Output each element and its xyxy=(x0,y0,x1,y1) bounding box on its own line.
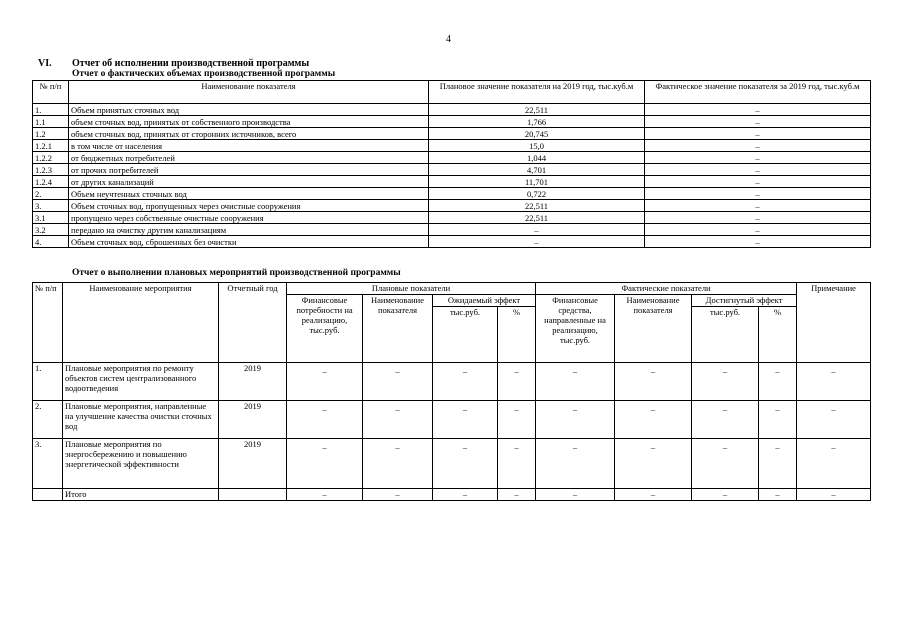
header-fact: Фактическое значение показателя за 2019 год, тыс.куб.м xyxy=(645,81,871,104)
row-fact-indicator: – xyxy=(615,401,692,439)
row-measure-name: Плановые мероприятия по ремонту объектов систем централизованного водоотведения xyxy=(63,363,219,401)
row-plan-value: 1,044 xyxy=(429,152,645,164)
row-fact-effect-pct: – xyxy=(759,439,797,489)
table2-title: Отчет о выполнении плановых мероприятий производственной программы xyxy=(72,268,401,278)
row-name: пропущено через собственные очистные сооружения xyxy=(69,212,429,224)
row-year: 2019 xyxy=(219,363,287,401)
table-row xyxy=(33,116,871,128)
table-row xyxy=(33,176,871,188)
table1-title: Отчет о фактических объемах производственной программы xyxy=(72,69,336,79)
total-fact-indicator: – xyxy=(615,489,692,501)
planned-measures-table xyxy=(32,282,871,501)
table2-header-row-1 xyxy=(33,283,871,295)
row-fact-fin: – xyxy=(536,439,615,489)
row-plan-effect-pct: – xyxy=(498,401,536,439)
total-fact-fin: – xyxy=(536,489,615,501)
row-plan-value: 22,511 xyxy=(429,200,645,212)
table-row xyxy=(33,152,871,164)
header-note: Примечание xyxy=(797,283,871,363)
row-name: объем сточных вод, принятых от собственного производства xyxy=(69,116,429,128)
row-plan-fin: – xyxy=(287,401,363,439)
row-plan-effect-pct: – xyxy=(498,439,536,489)
total-plan-effect-pct: – xyxy=(498,489,536,501)
total-plan-indicator: – xyxy=(363,489,433,501)
header-plan-effect: Ожидаемый эффект xyxy=(433,295,536,307)
row-name: в том числе от населения xyxy=(69,140,429,152)
row-plan-value: 20,745 xyxy=(429,128,645,140)
row-plan-value: 15,0 xyxy=(429,140,645,152)
row-fact-value: – xyxy=(645,224,871,236)
table-row xyxy=(33,439,871,489)
row-name: передано на очистку другим канализациям xyxy=(69,224,429,236)
row-plan-value: 4,701 xyxy=(429,164,645,176)
row-num: 1.1 xyxy=(33,116,69,128)
row-fact-value: – xyxy=(645,200,871,212)
table-row xyxy=(33,200,871,212)
row-num: 1.2.3 xyxy=(33,164,69,176)
row-fact-effect-rub: – xyxy=(692,439,759,489)
header-name: Наименование показателя xyxy=(69,81,429,104)
row-fact-value: – xyxy=(645,104,871,116)
row-plan-value: 22,511 xyxy=(429,212,645,224)
row-num: 2. xyxy=(33,188,69,200)
header-measure-name: Наименование мероприятия xyxy=(63,283,219,363)
header-fact-fin: Финансовые средства, направленные на реализацию, тыс.руб. xyxy=(536,295,615,363)
row-measure-name: Плановые мероприятия по энергосбережению и повышению энергетической эффективности xyxy=(63,439,219,489)
row-name: от прочих потребителей xyxy=(69,164,429,176)
row-plan-indicator: – xyxy=(363,439,433,489)
total-plan-effect-rub: – xyxy=(433,489,498,501)
header-plan-effect-rub: тыс.руб. xyxy=(433,307,498,363)
row-num: 1.2 xyxy=(33,128,69,140)
table-row xyxy=(33,104,871,116)
row-name: от бюджетных потребителей xyxy=(69,152,429,164)
header-fact-effect-rub: тыс.руб. xyxy=(692,307,759,363)
row-fact-indicator: – xyxy=(615,439,692,489)
row-fact-value: – xyxy=(645,140,871,152)
row-num: 4. xyxy=(33,236,69,248)
table-row xyxy=(33,164,871,176)
header-num: № п/п xyxy=(33,81,69,104)
row-fact-indicator: – xyxy=(615,363,692,401)
row-fact-value: – xyxy=(645,236,871,248)
row-fact-effect-rub: – xyxy=(692,401,759,439)
row-note: – xyxy=(797,439,871,489)
row-num: 1.2.2 xyxy=(33,152,69,164)
header-plan-effect-pct: % xyxy=(498,307,536,363)
row-name: объем сточных вод, принятых от сторонних источников, всего xyxy=(69,128,429,140)
header-fact-effect: Достигнутый эффект xyxy=(692,295,797,307)
header-fact-indicator: Наименование показателя xyxy=(615,295,692,363)
row-fact-fin: – xyxy=(536,363,615,401)
total-num-empty xyxy=(33,489,63,501)
row-num: 3.2 xyxy=(33,224,69,236)
total-row xyxy=(33,489,871,501)
row-fact-value: – xyxy=(645,152,871,164)
row-fact-effect-pct: – xyxy=(759,363,797,401)
table1-header-row xyxy=(33,81,871,104)
row-year: 2019 xyxy=(219,401,287,439)
row-year: 2019 xyxy=(219,439,287,489)
header-plan-indicator: Наименование показателя xyxy=(363,295,433,363)
section-number: VI. xyxy=(38,58,52,69)
header-year: Отчетный год xyxy=(219,283,287,363)
total-fact-effect-rub: – xyxy=(692,489,759,501)
table-row xyxy=(33,401,871,439)
actual-volumes-table xyxy=(32,80,871,248)
row-num: 1. xyxy=(33,363,63,401)
row-note: – xyxy=(797,363,871,401)
row-num: 3.1 xyxy=(33,212,69,224)
header-plan-group: Плановые показатели xyxy=(287,283,536,295)
table-row xyxy=(33,363,871,401)
table-row xyxy=(33,188,871,200)
row-fact-fin: – xyxy=(536,401,615,439)
row-plan-effect-rub: – xyxy=(433,439,498,489)
section-title: Отчет об исполнении производственной программы xyxy=(72,58,310,69)
total-label: Итого xyxy=(63,489,219,501)
row-plan-value: – xyxy=(429,236,645,248)
row-fact-value: – xyxy=(645,128,871,140)
table-row xyxy=(33,224,871,236)
header-plan-fin: Финансовые потребности на реализацию, тыс.руб. xyxy=(287,295,363,363)
row-fact-value: – xyxy=(645,176,871,188)
row-name: от других канализаций xyxy=(69,176,429,188)
row-fact-value: – xyxy=(645,116,871,128)
table-row xyxy=(33,128,871,140)
row-note: – xyxy=(797,401,871,439)
page-number: 4 xyxy=(446,34,451,45)
row-num: 1.2.4 xyxy=(33,176,69,188)
row-num: 2. xyxy=(33,401,63,439)
row-num: 1.2.1 xyxy=(33,140,69,152)
row-fact-value: – xyxy=(645,212,871,224)
row-plan-value: 0,722 xyxy=(429,188,645,200)
row-plan-effect-rub: – xyxy=(433,401,498,439)
row-measure-name: Плановые мероприятия, направленные на улучшение качества очистки сточных вод xyxy=(63,401,219,439)
row-fact-value: – xyxy=(645,164,871,176)
total-fact-effect-pct: – xyxy=(759,489,797,501)
row-name: Объем неучтенных сточных вод xyxy=(69,188,429,200)
header-num: № п/п xyxy=(33,283,63,363)
row-plan-indicator: – xyxy=(363,363,433,401)
row-plan-value: 11,701 xyxy=(429,176,645,188)
row-plan-effect-rub: – xyxy=(433,363,498,401)
row-plan-effect-pct: – xyxy=(498,363,536,401)
total-note: – xyxy=(797,489,871,501)
row-plan-value: – xyxy=(429,224,645,236)
total-plan-fin: – xyxy=(287,489,363,501)
row-plan-value: 22,511 xyxy=(429,104,645,116)
row-plan-indicator: – xyxy=(363,401,433,439)
total-year-empty xyxy=(219,489,287,501)
row-name: Объем сточных вод, сброшенных без очистки xyxy=(69,236,429,248)
row-plan-fin: – xyxy=(287,363,363,401)
row-fact-effect-rub: – xyxy=(692,363,759,401)
row-name: Объем сточных вод, пропущенных через очистные сооружения xyxy=(69,200,429,212)
row-fact-value: – xyxy=(645,188,871,200)
header-fact-effect-pct: % xyxy=(759,307,797,363)
row-num: 3. xyxy=(33,200,69,212)
header-fact-group: Фактические показатели xyxy=(536,283,797,295)
table-row xyxy=(33,140,871,152)
row-num: 1. xyxy=(33,104,69,116)
header-plan: Плановое значение показателя на 2019 год, тыс.куб.м xyxy=(429,81,645,104)
table-row xyxy=(33,236,871,248)
row-plan-value: 1,766 xyxy=(429,116,645,128)
row-fact-effect-pct: – xyxy=(759,401,797,439)
table-row xyxy=(33,212,871,224)
row-plan-fin: – xyxy=(287,439,363,489)
row-num: 3. xyxy=(33,439,63,489)
row-name: Объем принятых сточных вод xyxy=(69,104,429,116)
